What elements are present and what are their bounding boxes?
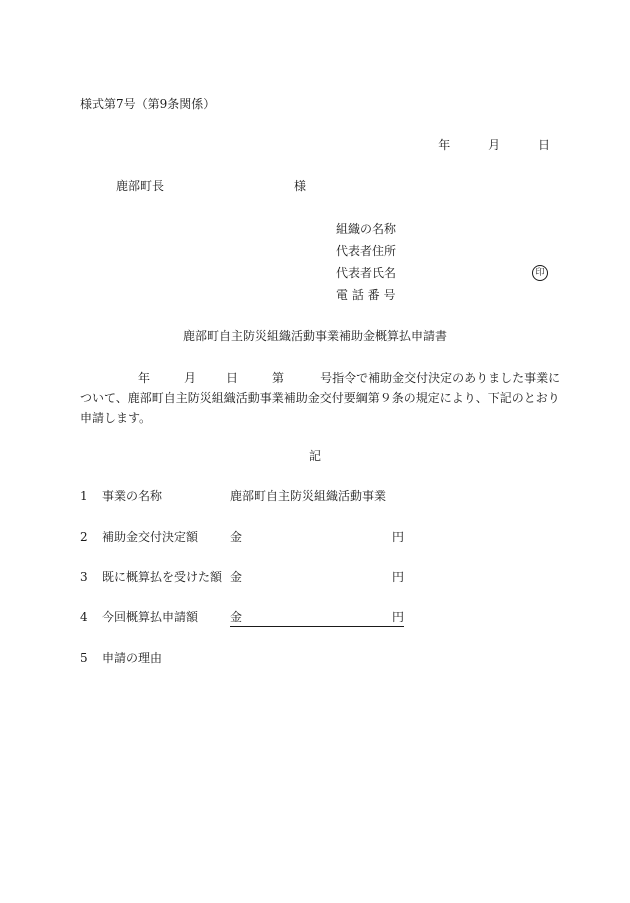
item-value: 金 [230,570,243,584]
item-label: 今回概算払申請額 [102,610,199,624]
date-day: 日 [537,138,550,152]
body-text [80,368,561,428]
item-label: 申請の理由 [102,651,163,665]
item-number: 1 [80,489,88,503]
body-line1-rest: 号指令で補助金交付決定のありました事業に [320,371,561,385]
body-line-2: ついて、鹿部町自主防災組織活動事業補助金交付要綱第９条の規定により、下記のとおり [80,391,560,405]
body-dai: 第 [272,371,285,385]
item-1 [80,488,386,504]
date-line [438,137,550,153]
applicant-rep-address: 代表者住所 [336,244,397,258]
addressee [116,178,306,194]
item-number: 4 [80,610,88,624]
item-value: 金 [230,610,243,624]
body-day: 日 [226,371,239,385]
item-unit: 円 [392,530,405,544]
item-number: 5 [80,651,88,665]
body-line-3: 申請します。 [80,411,152,425]
applicant-block [336,218,552,306]
ki-heading: 記 [308,449,321,463]
addressee-name: 鹿部町長 [116,179,165,193]
item-label: 既に概算払を受けた額 [102,570,223,584]
item-4 [80,609,404,627]
date-month: 月 [488,138,501,152]
item-number: 3 [80,570,88,584]
item-value: 金 [230,530,243,544]
item-unit: 円 [392,570,405,584]
document-title: 鹿部町自主防災組織活動事業補助金概算払申請書 [182,329,447,343]
item-unit: 円 [392,610,405,624]
item-number: 2 [80,530,88,544]
body-month: 月 [184,371,197,385]
applicant-phone: 電 話 番 号 [336,288,396,302]
addressee-honorific: 様 [294,179,307,193]
form-number: 様式第7号（第9条関係） [80,97,216,111]
item-amount-underlined [230,609,404,627]
body-year: 年 [138,371,151,385]
date-year: 年 [438,138,451,152]
item-label: 事業の名称 [102,489,163,503]
applicant-org-name: 組織の名称 [336,222,397,236]
body-line-1 [80,368,561,388]
item-3 [80,569,404,585]
item-5 [80,650,230,666]
item-label: 補助金交付決定額 [102,530,199,544]
item-2 [80,529,404,545]
applicant-rep-name: 代表者氏名 [336,266,397,280]
seal-icon: 印 [532,265,548,281]
applicant-rep-name-row [336,262,552,284]
item-value: 鹿部町自主防災組織活動事業 [230,489,387,503]
